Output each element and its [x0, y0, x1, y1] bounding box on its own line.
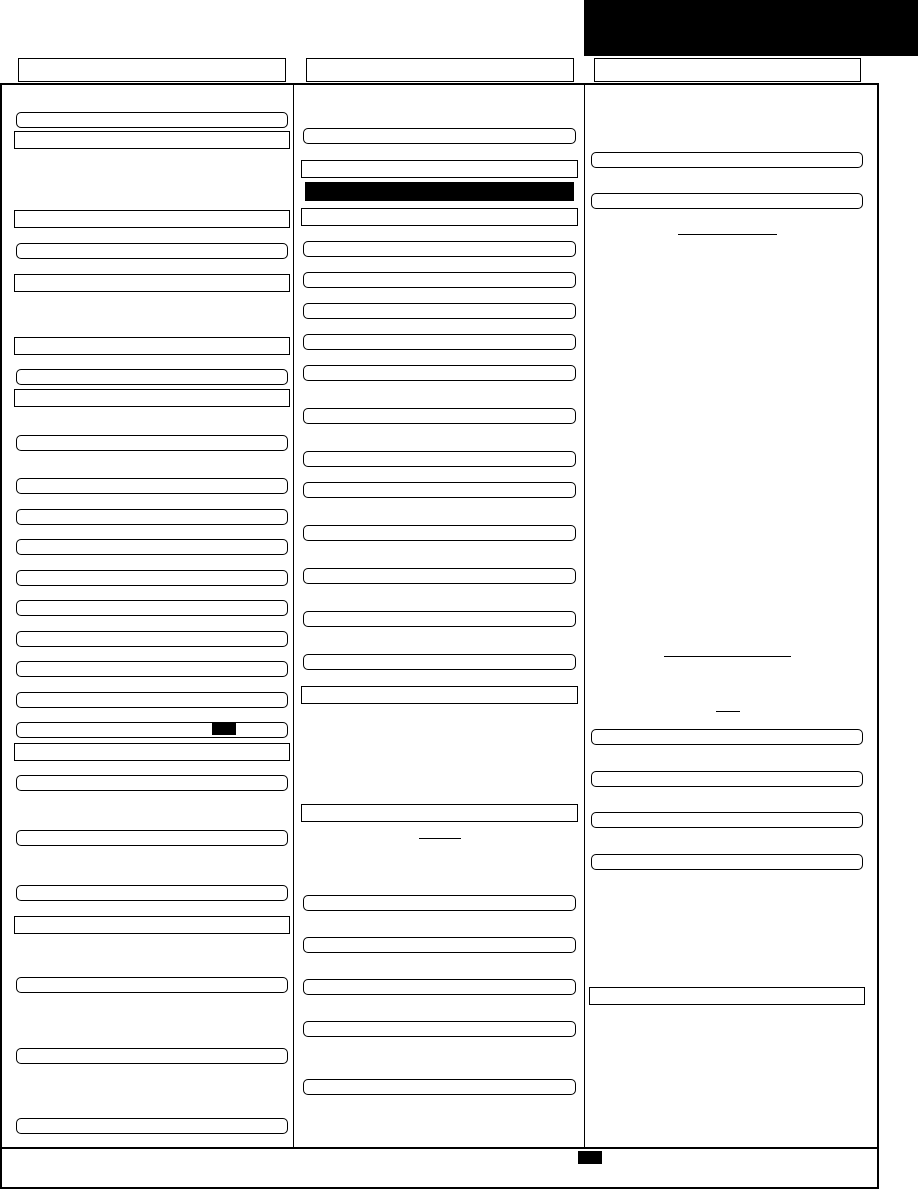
col2-field-4[interactable] — [303, 303, 576, 319]
col2-section-box-2 — [301, 208, 578, 226]
col1-section-box-4 — [14, 337, 290, 355]
col1-field-9[interactable] — [16, 600, 288, 616]
col1-field-18[interactable] — [16, 1048, 288, 1064]
col1-section-box-2 — [14, 210, 290, 228]
col1-field-5[interactable] — [16, 478, 288, 494]
col2-field-18[interactable] — [303, 1079, 576, 1095]
col1-field-13[interactable] — [16, 722, 288, 738]
col1-field-4[interactable] — [16, 435, 288, 451]
col1-field-7[interactable] — [16, 539, 288, 555]
col2-field-11[interactable] — [303, 568, 576, 584]
col2-field-8[interactable] — [303, 451, 576, 467]
col2-underline-1 — [419, 838, 461, 839]
col1-field-8[interactable] — [16, 570, 288, 586]
col3-field-4[interactable] — [591, 771, 863, 787]
col2-section-box-4 — [301, 804, 578, 822]
col1-section-box-1 — [14, 131, 290, 149]
col1-field-14[interactable] — [16, 775, 288, 791]
footer-divider — [0, 1147, 879, 1149]
col2-field-9[interactable] — [303, 482, 576, 498]
col2-field-12[interactable] — [303, 611, 576, 627]
col1-field-19[interactable] — [16, 1118, 288, 1134]
col2-field-6[interactable] — [303, 365, 576, 381]
col3-underline-3 — [716, 711, 740, 712]
col1-field-16[interactable] — [16, 885, 288, 901]
footer-black-tab — [578, 1151, 602, 1164]
col1-section-box-7 — [14, 916, 290, 934]
col2-field-3[interactable] — [303, 272, 576, 288]
col2-black-banner-text — [305, 187, 311, 197]
col1-field-2[interactable] — [16, 243, 288, 259]
col1-section-box-6 — [14, 743, 290, 761]
col2-black-banner — [305, 182, 574, 201]
col1-field-10[interactable] — [16, 631, 288, 647]
col3-field-5[interactable] — [591, 812, 863, 828]
col1-field-12[interactable] — [16, 692, 288, 708]
col3-field-1[interactable] — [591, 152, 863, 168]
tab-column-2[interactable] — [306, 58, 574, 82]
tab-column-3[interactable] — [594, 58, 861, 82]
col2-field-10[interactable] — [303, 525, 576, 541]
col3-underline-1 — [678, 234, 777, 235]
header-black-block-text — [584, 0, 918, 16]
col1-field-13-black-tab — [212, 722, 236, 735]
col1-section-box-3 — [14, 274, 290, 292]
col2-section-box-3 — [301, 686, 578, 704]
col2-field-15[interactable] — [303, 937, 576, 953]
col1-field-17[interactable] — [16, 977, 288, 993]
col2-field-16[interactable] — [303, 979, 576, 995]
col2-field-14[interactable] — [303, 895, 576, 911]
col3-section-box-1 — [589, 987, 865, 1005]
col2-field-1[interactable] — [303, 128, 576, 144]
col2-field-7[interactable] — [303, 408, 576, 424]
col1-section-box-5 — [14, 389, 290, 407]
col2-field-13[interactable] — [303, 654, 576, 670]
tab-column-1[interactable] — [18, 58, 286, 82]
col3-field-3[interactable] — [591, 729, 863, 745]
col1-field-15[interactable] — [16, 830, 288, 846]
col1-field-3[interactable] — [16, 369, 288, 385]
col2-field-2[interactable] — [303, 241, 576, 257]
header-black-block — [584, 0, 918, 56]
col2-field-17[interactable] — [303, 1021, 576, 1037]
col2-field-5[interactable] — [303, 334, 576, 350]
column-divider-2 — [584, 84, 585, 1148]
col1-field-6[interactable] — [16, 509, 288, 525]
col3-field-2[interactable] — [591, 193, 863, 209]
col3-field-6[interactable] — [591, 854, 863, 870]
footer-text — [12, 1155, 552, 1179]
col2-section-box-1 — [301, 160, 578, 178]
col1-field-1[interactable] — [16, 112, 288, 128]
col1-field-11[interactable] — [16, 661, 288, 677]
col3-underline-2 — [664, 656, 791, 657]
column-divider-1 — [293, 84, 294, 1148]
